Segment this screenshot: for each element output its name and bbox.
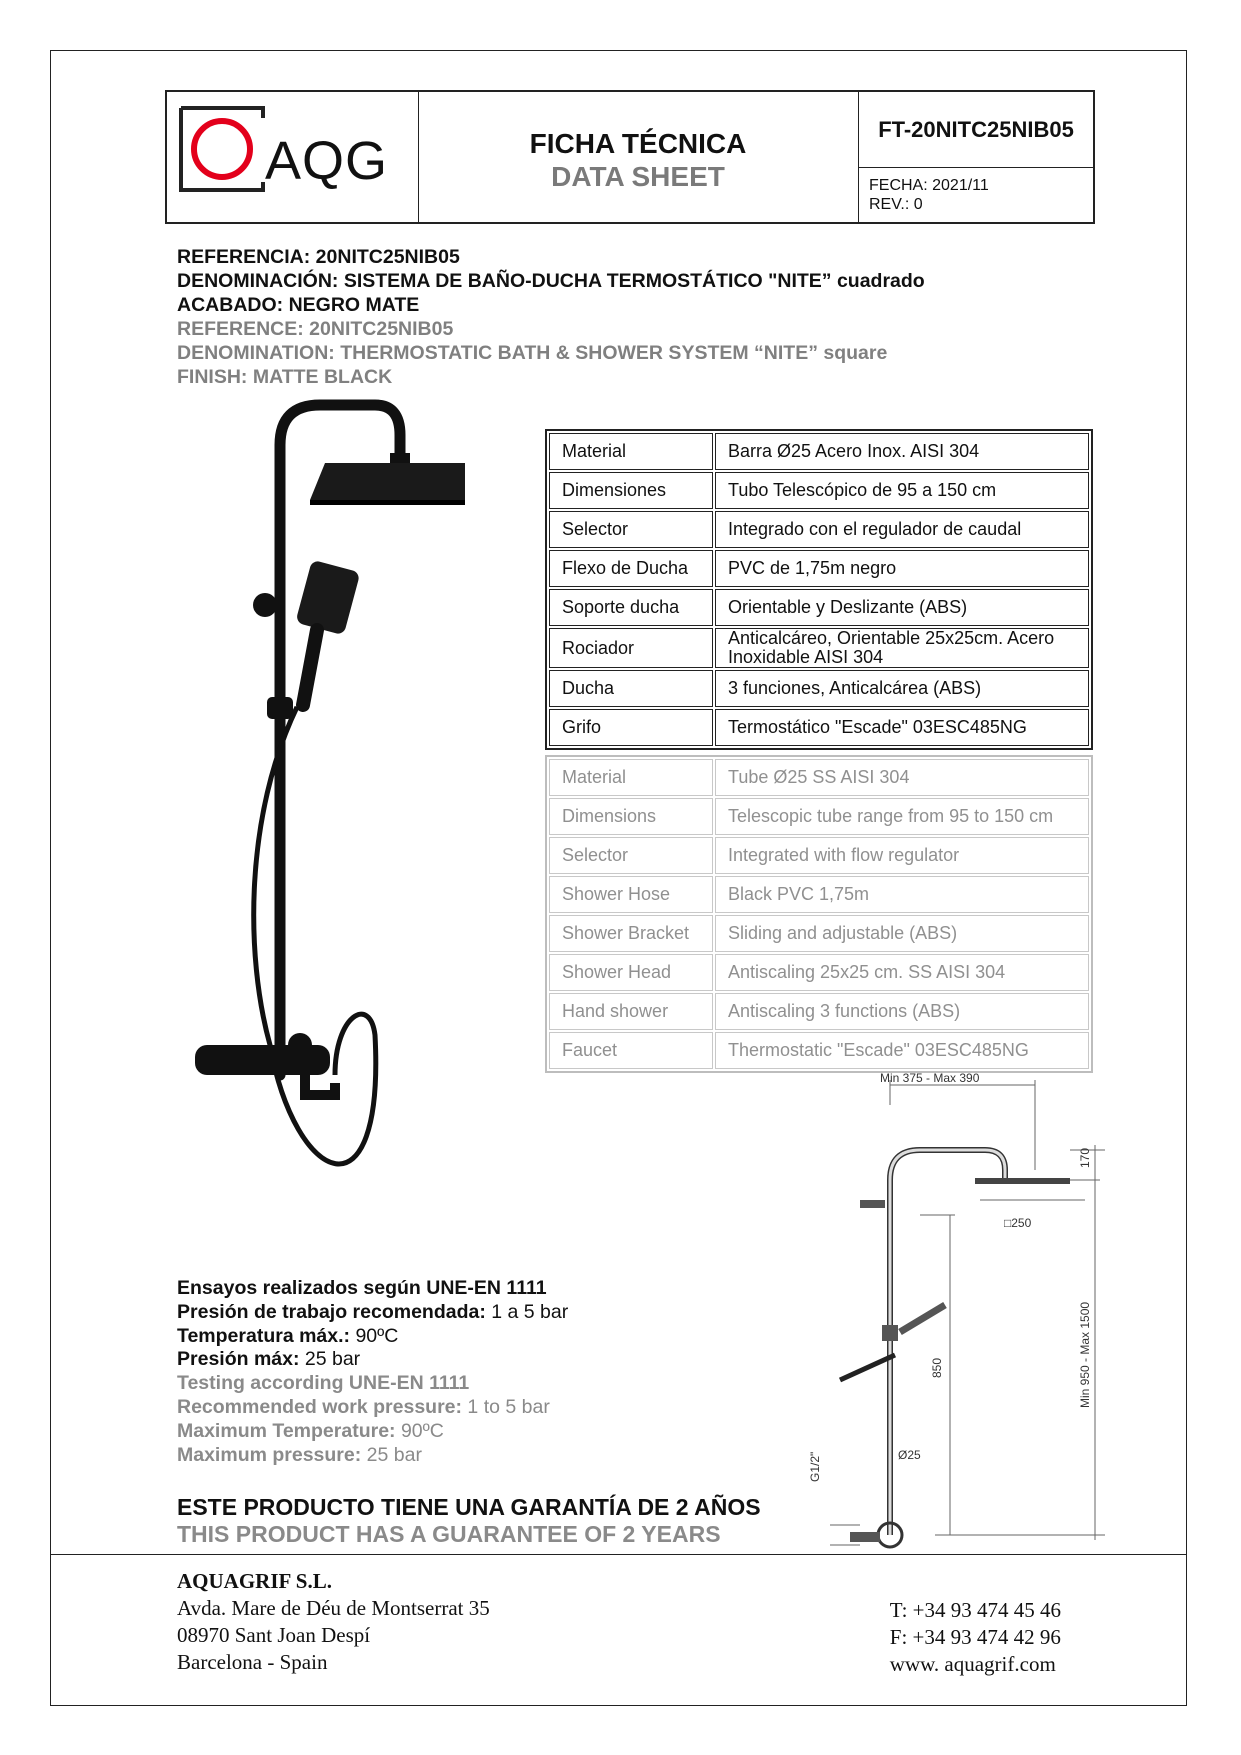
fax: F: +34 93 474 42 96 (889, 1625, 1061, 1649)
logo-text: AQG (265, 131, 389, 191)
dim-height: Min 950 - Max 1500 (1078, 1301, 1092, 1408)
finish-es: ACABADO: NEGRO MATE (177, 294, 420, 316)
spec-label: Shower Head (549, 954, 713, 991)
spec-value: Antiscaling 25x25 cm. SS AISI 304 (715, 954, 1089, 991)
ref-es: REFERENCIA: 20NITC25NIB05 (177, 246, 460, 268)
max-pressure-en: Maximum pressure: 25 bar (177, 1443, 422, 1466)
dim-thread: G1/2" (808, 1451, 822, 1482)
title-es: FICHA TÉCNICA (529, 128, 747, 159)
spec-label: Grifo (549, 709, 713, 746)
spec-value: Orientable y Deslizante (ABS) (715, 589, 1089, 626)
spec-row (549, 837, 1089, 874)
temperature-es: Temperatura máx.: 90ºC (177, 1324, 399, 1347)
spec-value: Thermostatic "Escade" 03ESC485NG (715, 1032, 1089, 1069)
reference-block (177, 245, 925, 389)
address-line-1: Avda. Mare de Déu de Montserrat 35 (177, 1596, 490, 1620)
spec-label: Material (549, 433, 713, 470)
doc-code: FT-20NITC25NIB05 (859, 92, 1093, 168)
phone: T: +34 93 474 45 46 (889, 1598, 1061, 1622)
spec-label: Ducha (549, 670, 713, 707)
dim-bracket-height: 850 (930, 1357, 944, 1378)
spec-label: Material (549, 759, 713, 796)
spec-label: Shower Bracket (549, 915, 713, 952)
temperature-en: Maximum Temperature: 90ºC (177, 1419, 444, 1442)
website-link[interactable]: www. aquagrif.com (889, 1652, 1056, 1676)
spec-row (549, 550, 1089, 587)
spec-label: Dimensiones (549, 472, 713, 509)
address-line-3: Barcelona - Spain (177, 1650, 328, 1674)
spec-value: Telescopic tube range from 95 to 150 cm (715, 798, 1089, 835)
spec-label: Faucet (549, 1032, 713, 1069)
spec-label: Flexo de Ducha (549, 550, 713, 587)
spec-label: Soporte ducha (549, 589, 713, 626)
ref-en: REFERENCE: 20NITC25NIB05 (177, 318, 454, 340)
spec-value: Anticalcáreo, Orientable 25x25cm. Acero Inoxidable AISI 304 (715, 628, 1089, 668)
spec-row (549, 472, 1089, 509)
spec-value: Tubo Telescópico de 95 a 150 cm (715, 472, 1089, 509)
spec-label: Selector (549, 511, 713, 548)
spec-value: Barra Ø25 Acero Inox. AISI 304 (715, 433, 1089, 470)
spec-row (549, 1032, 1089, 1069)
spec-value: Termostático "Escade" 03ESC485NG (715, 709, 1089, 746)
spec-row (549, 993, 1089, 1030)
spec-value: Integrated with flow regulator (715, 837, 1089, 874)
spec-row (549, 709, 1089, 746)
guarantee-es: ESTE PRODUCTO TIENE UNA GARANTÍA DE 2 AÑOS (177, 1494, 761, 1520)
spec-label: Selector (549, 837, 713, 874)
dim-head-size: □250 (1004, 1216, 1032, 1230)
spec-row (549, 433, 1089, 470)
spec-table-en (545, 755, 1093, 1073)
spec-row (549, 589, 1089, 626)
technical-drawing (820, 1070, 1150, 1570)
footer-divider (50, 1554, 1187, 1555)
doc-date: FECHA: 2021/11 (869, 177, 989, 194)
spec-label: Rociador (549, 628, 713, 668)
footer-contact (890, 1597, 1061, 1678)
spec-table-es (545, 429, 1093, 750)
header-box (165, 90, 1095, 224)
spec-row (549, 511, 1089, 548)
testing-es: Ensayos realizados según UNE-EN 1111 (177, 1277, 547, 1299)
spec-label: Dimensions (549, 798, 713, 835)
company-name: AQUAGRIF S.L. (177, 1569, 332, 1593)
doc-revision: REV.: 0 (869, 196, 923, 213)
spec-value: Sliding and adjustable (ABS) (715, 915, 1089, 952)
spec-label: Hand shower (549, 993, 713, 1030)
pressure-es: Presión de trabajo recomendada: 1 a 5 bar (177, 1300, 569, 1323)
logo (167, 92, 419, 222)
denom-en: DENOMINATION: THERMOSTATIC BATH & SHOWER SYSTEM “NITE” square (177, 342, 888, 364)
spec-value: Tube Ø25 SS AISI 304 (715, 759, 1089, 796)
spec-value: 3 funciones, Anticalcárea (ABS) (715, 670, 1089, 707)
spec-row (549, 670, 1089, 707)
spec-value: Antiscaling 3 functions (ABS) (715, 993, 1089, 1030)
doc-meta (869, 176, 989, 214)
max-pressure-es: Presión máx: 25 bar (177, 1348, 361, 1371)
spec-row (549, 876, 1089, 913)
pressure-en: Recommended work pressure: 1 to 5 bar (177, 1395, 550, 1418)
title-en: DATA SHEET (551, 161, 725, 192)
dim-head-offset: 170 (1078, 1147, 1092, 1168)
spec-row (549, 759, 1089, 796)
spec-row (549, 915, 1089, 952)
dim-width: Min 375 - Max 390 (880, 1071, 980, 1085)
testing-en: Testing according UNE-EN 1111 (177, 1372, 470, 1395)
spec-row (549, 628, 1089, 668)
tests-block (177, 1277, 568, 1467)
product-image (185, 395, 465, 1255)
spec-value: Integrado con el regulador de caudal (715, 511, 1089, 548)
footer-address (177, 1568, 490, 1676)
dim-tube-diameter: Ø25 (898, 1448, 921, 1462)
guarantee-en: THIS PRODUCT HAS A GUARANTEE OF 2 YEARS (177, 1521, 721, 1547)
spec-row (549, 798, 1089, 835)
title-cell (418, 92, 859, 222)
spec-value: PVC de 1,75m negro (715, 550, 1089, 587)
guarantee-block (177, 1494, 761, 1548)
spec-value: Black PVC 1,75m (715, 876, 1089, 913)
spec-label: Shower Hose (549, 876, 713, 913)
address-line-2: 08970 Sant Joan Despí (177, 1623, 371, 1647)
finish-en: FINISH: MATTE BLACK (177, 366, 393, 388)
denom-es: DENOMINACIÓN: SISTEMA DE BAÑO-DUCHA TERMOSTÁTICO "NITE” cuadrado (177, 270, 925, 292)
spec-row (549, 954, 1089, 991)
